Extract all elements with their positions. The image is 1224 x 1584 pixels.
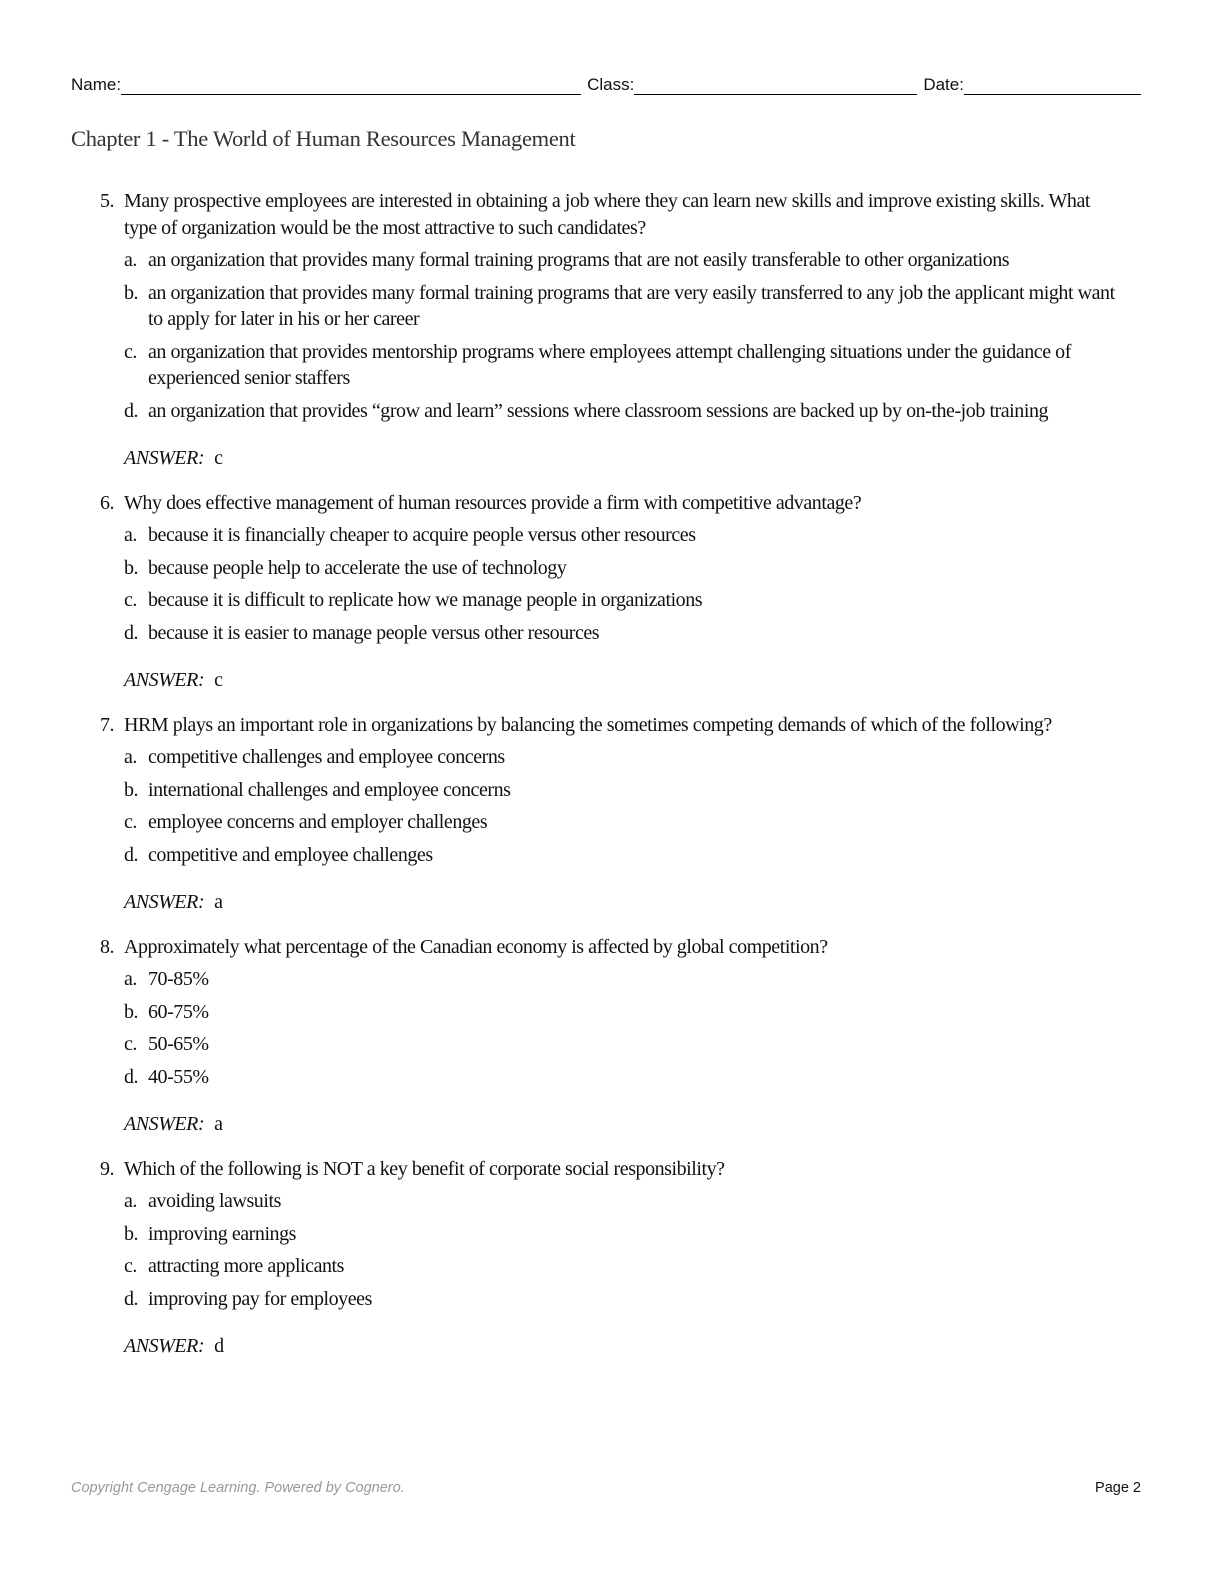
answer-label: ANSWER:: [124, 891, 205, 913]
option-text: improving earnings: [148, 1222, 296, 1245]
option-text: attracting more applicants: [148, 1255, 344, 1277]
option-letter: b.: [124, 1000, 139, 1023]
option-text: an organization that provides mentorship programs where employees attempt challenging situations under the guidance of experienced senior staffers: [148, 340, 1071, 389]
answer-option: [124, 1031, 1125, 1058]
option-text: 60-75%: [148, 1000, 209, 1023]
option-text: improving pay for employees: [148, 1287, 372, 1310]
answer-option: [124, 247, 1125, 274]
question-item: [100, 490, 1125, 694]
answer-option: [124, 1286, 1125, 1313]
option-text: avoiding lawsuits: [148, 1190, 281, 1212]
question-number: 9.: [100, 1157, 115, 1180]
answer-value: d: [214, 1335, 224, 1357]
option-text: an organization that provides many formal training programs that are very easily transferred to any job the applicant might want to apply for later in his or her career: [148, 281, 1115, 330]
answer-label: ANSWER:: [124, 669, 205, 691]
answer-option: [124, 966, 1125, 993]
answer-option: [124, 398, 1125, 425]
answer-value: c: [214, 669, 223, 691]
answer-key: [124, 1111, 1125, 1138]
answer-option: [124, 842, 1125, 869]
option-text: because it is financially cheaper to acquire people versus other resources: [148, 524, 696, 546]
answer-key: [124, 1333, 1125, 1360]
option-text: because it is difficult to replicate how we manage people in organizations: [148, 589, 703, 611]
question-stem: [100, 712, 1125, 739]
answer-label: ANSWER:: [124, 1335, 205, 1357]
date-field-line: [964, 72, 1141, 95]
answer-options: [124, 744, 1125, 868]
class-field-line: [634, 72, 917, 95]
answer-option: [124, 1188, 1125, 1215]
option-letter: a.: [124, 249, 137, 271]
question-stem: [100, 188, 1125, 241]
option-letter: b.: [124, 1222, 139, 1245]
answer-value: a: [214, 1113, 223, 1135]
answer-option: [124, 999, 1125, 1026]
answer-key: [124, 667, 1125, 694]
question-text: Approximately what percentage of the Canadian economy is affected by global competition?: [124, 935, 828, 958]
option-letter: a.: [124, 746, 137, 768]
option-text: an organization that provides “grow and learn” sessions where classroom sessions are backed up by on-the-job training: [148, 399, 1049, 422]
question-text: Many prospective employees are interested in obtaining a job where they can learn new skills and improve existing skills. What type of organization would be the most attractive to such candidates?: [124, 190, 1090, 239]
question-item: [100, 934, 1125, 1138]
answer-options: [124, 1188, 1125, 1312]
question-number: 5.: [100, 190, 115, 212]
answer-value: a: [214, 891, 223, 913]
answer-label: ANSWER:: [124, 447, 205, 469]
answer-option: [124, 587, 1125, 614]
question-item: [100, 712, 1125, 916]
answer-option: [124, 522, 1125, 549]
question-list: [100, 188, 1125, 1378]
option-letter: b.: [124, 556, 139, 579]
option-text: competitive challenges and employee concerns: [148, 746, 505, 768]
question-stem: [100, 934, 1125, 961]
answer-options: [124, 522, 1125, 646]
answer-option: [124, 280, 1125, 333]
option-letter: d.: [124, 843, 139, 866]
option-text: employee concerns and employer challenges: [148, 811, 488, 833]
option-letter: b.: [124, 778, 139, 801]
name-field-line: [121, 72, 581, 95]
answer-option: [124, 1064, 1125, 1091]
option-text: international challenges and employee concerns: [148, 778, 511, 801]
student-info-header: [71, 72, 1141, 95]
option-text: 70-85%: [148, 968, 209, 990]
option-letter: d.: [124, 1065, 139, 1088]
question-item: [100, 1156, 1125, 1360]
copyright-text: Copyright Cengage Learning. Powered by Cognero.: [71, 1480, 405, 1496]
option-text: because it is easier to manage people versus other resources: [148, 621, 600, 644]
answer-option: [124, 339, 1125, 392]
answer-options: [124, 247, 1125, 424]
answer-option: [124, 1253, 1125, 1280]
answer-option: [124, 555, 1125, 582]
question-text: Why does effective management of human resources provide a firm with competitive advantage?: [124, 491, 862, 514]
question-stem: [100, 490, 1125, 517]
question-number: 8.: [100, 935, 115, 958]
answer-options: [124, 966, 1125, 1090]
option-letter: d.: [124, 399, 139, 422]
option-letter: a.: [124, 524, 137, 546]
answer-option: [124, 744, 1125, 771]
answer-key: [124, 445, 1125, 472]
option-text: 50-65%: [148, 1033, 209, 1055]
question-text: Which of the following is NOT a key benefit of corporate social responsibility?: [124, 1157, 725, 1180]
answer-option: [124, 809, 1125, 836]
option-text: 40-55%: [148, 1065, 209, 1088]
question-stem: [100, 1156, 1125, 1183]
option-letter: c.: [124, 340, 137, 363]
question-text: HRM plays an important role in organizations by balancing the sometimes competing demands of which of the following?: [124, 713, 1052, 736]
question-number: 6.: [100, 491, 115, 514]
answer-option: [124, 1221, 1125, 1248]
question-number: 7.: [100, 713, 115, 736]
option-letter: a.: [124, 968, 137, 990]
page-number: Page 2: [1095, 1480, 1141, 1496]
question-item: [100, 188, 1125, 472]
answer-option: [124, 620, 1125, 647]
answer-label: ANSWER:: [124, 1113, 205, 1135]
chapter-title: Chapter 1 - The World of Human Resources Management: [71, 126, 576, 151]
footer: [71, 1480, 1141, 1496]
option-letter: c.: [124, 589, 137, 611]
date-label: Date:: [923, 75, 964, 94]
option-letter: a.: [124, 1190, 137, 1212]
option-letter: d.: [124, 621, 139, 644]
class-label: Class:: [587, 75, 635, 94]
option-text: an organization that provides many formal training programs that are not easily transferable to other organizations: [148, 249, 1010, 271]
answer-option: [124, 777, 1125, 804]
option-letter: c.: [124, 1033, 137, 1055]
option-letter: c.: [124, 1255, 137, 1277]
answer-value: c: [214, 447, 223, 469]
option-letter: d.: [124, 1287, 139, 1310]
option-letter: b.: [124, 281, 139, 304]
name-label: Name:: [71, 75, 122, 94]
option-letter: c.: [124, 811, 137, 833]
answer-key: [124, 889, 1125, 916]
option-text: competitive and employee challenges: [148, 843, 433, 866]
option-text: because people help to accelerate the use of technology: [148, 556, 567, 579]
